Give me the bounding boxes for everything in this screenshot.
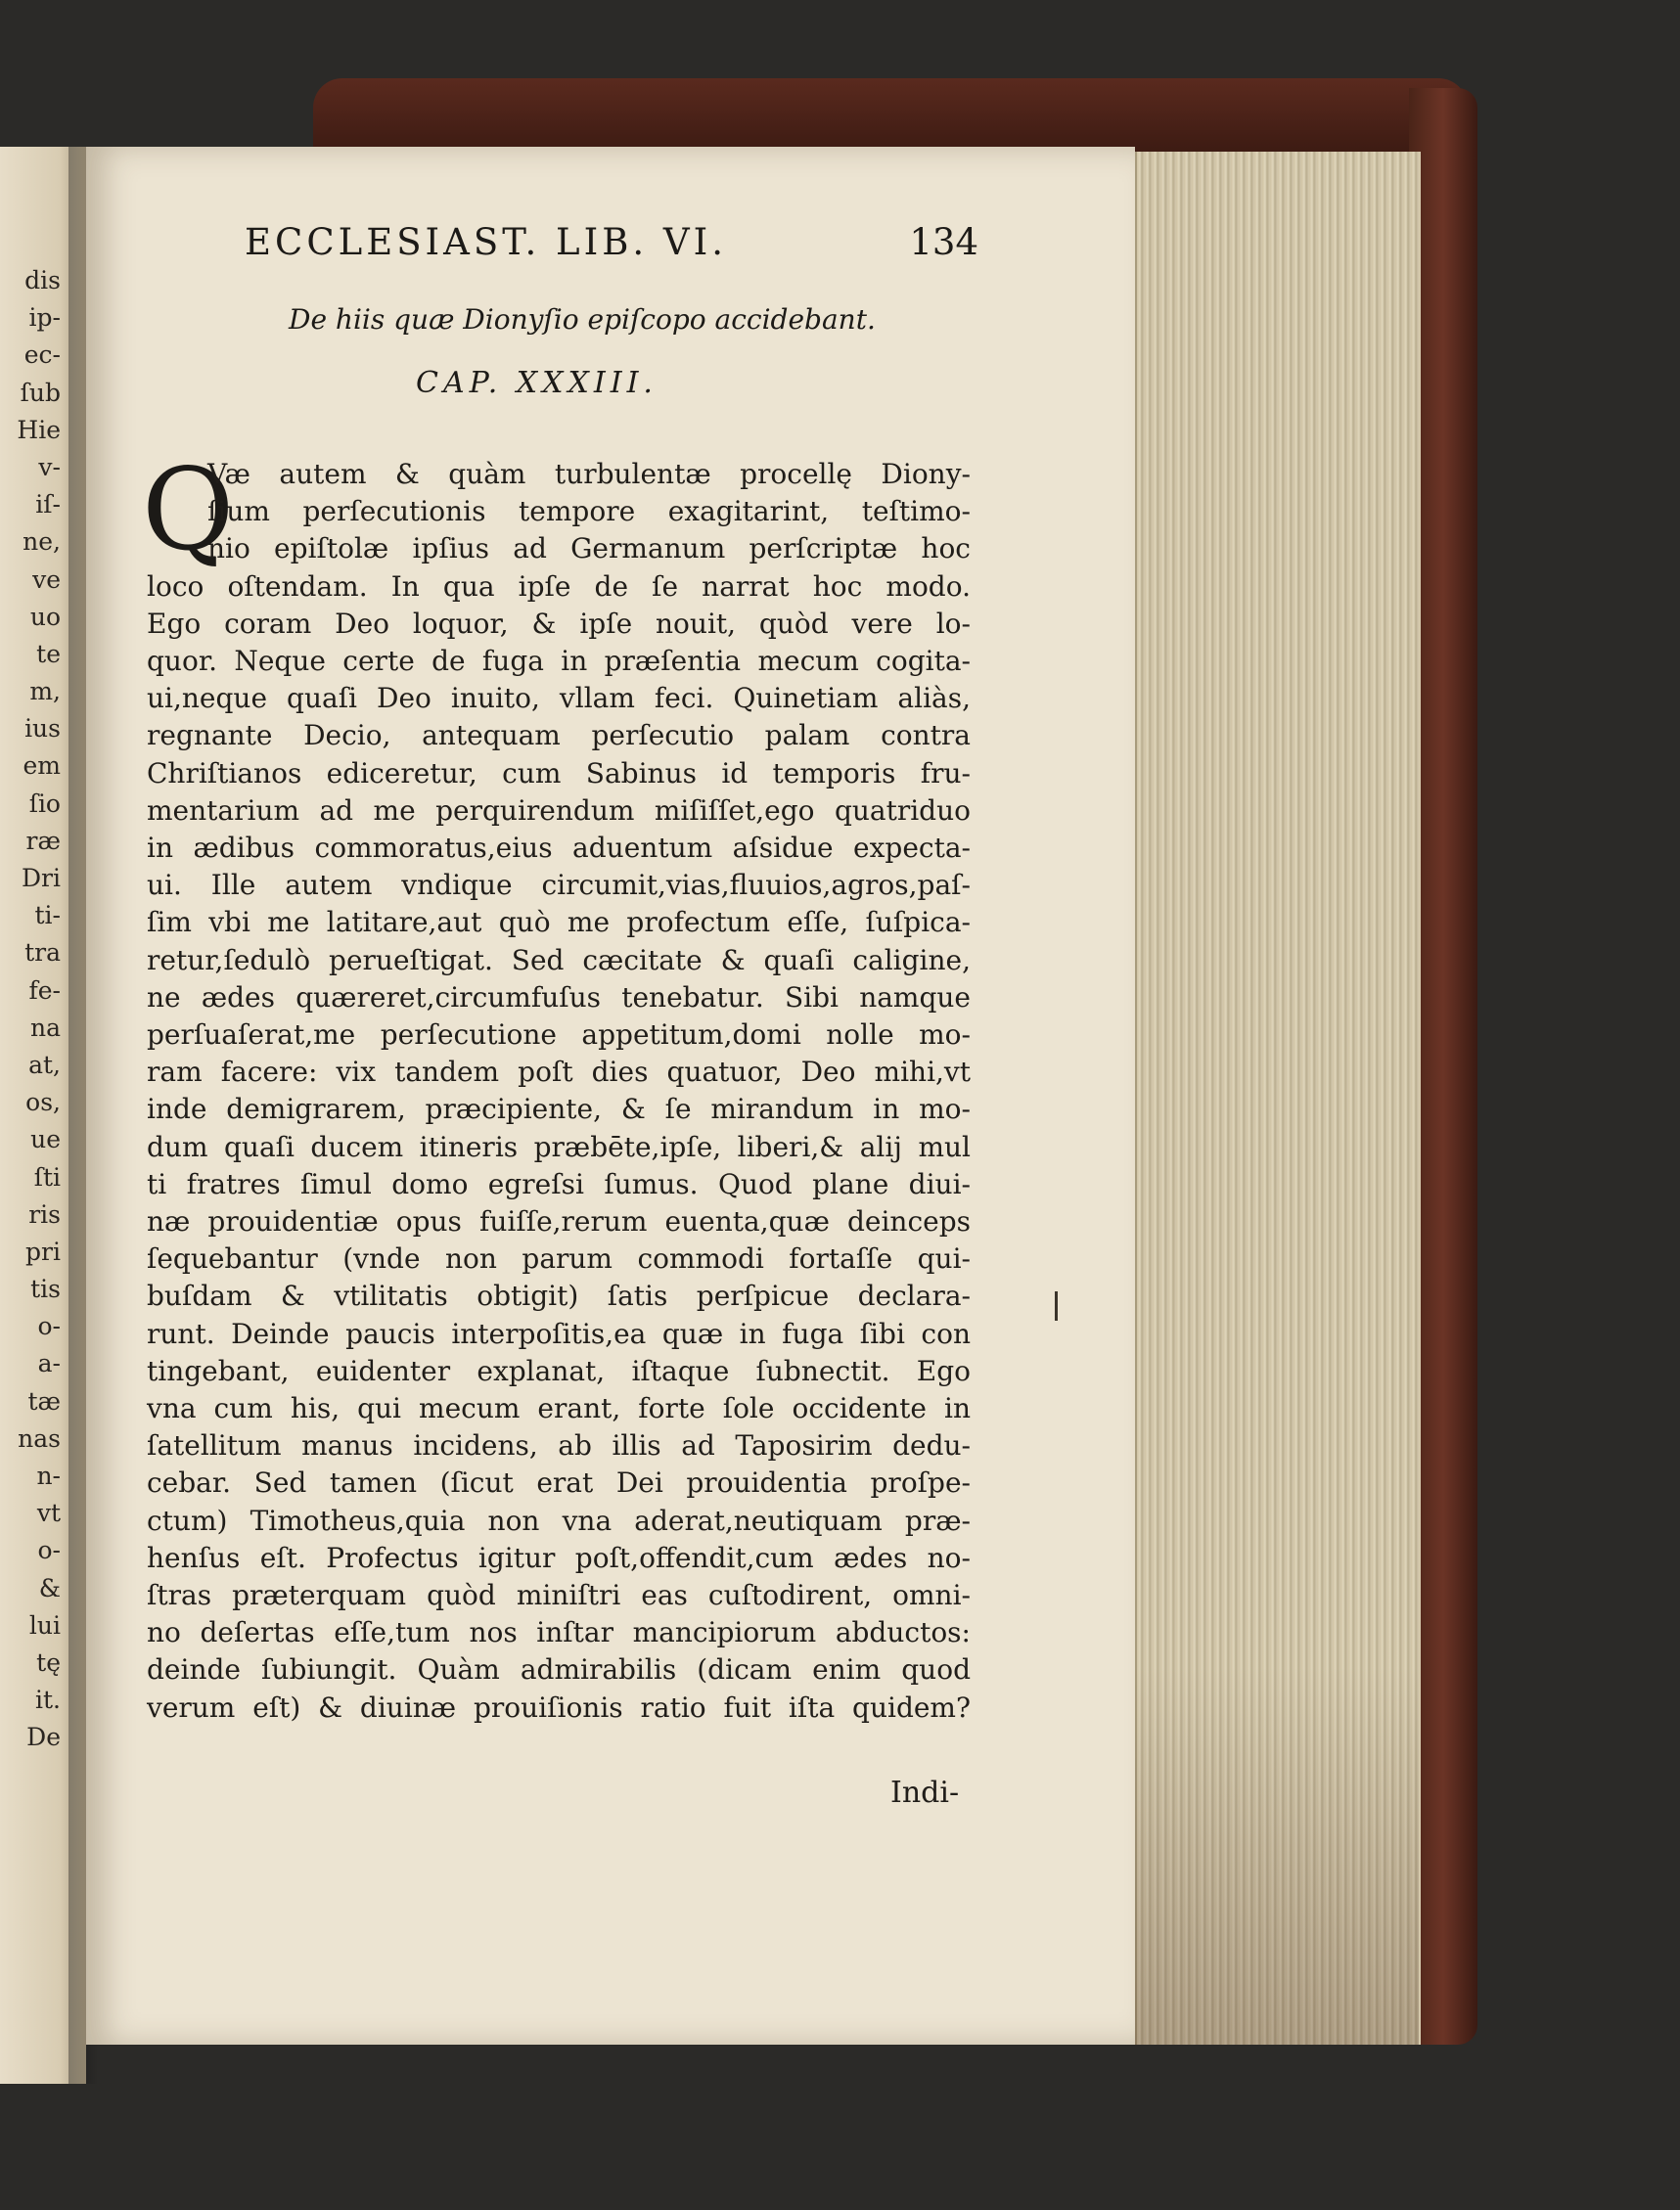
body-line: runt. Deinde paucis interpoſitis,ea quæ in fuga ſibi con <box>147 1317 971 1350</box>
left-page-fragment: fe- <box>28 975 61 1005</box>
body-line: ſequebantur (vnde non parum commodi fortaſſe qui- <box>147 1242 971 1276</box>
left-page-fragment: o- <box>37 1312 61 1341</box>
left-page-fragment: tra <box>24 938 61 968</box>
left-page-fragment: uo <box>29 602 61 631</box>
left-page-fragment: tis <box>30 1275 61 1304</box>
body-line: ui. Ille autem vndique circumit,vias,fluuios,agros,paſ- <box>147 869 971 902</box>
left-page-fragment: na <box>29 1013 61 1042</box>
left-page-fragment: Hie <box>17 415 61 444</box>
book-cover-top <box>313 78 1468 157</box>
running-header <box>245 221 978 263</box>
body-line: ne ædes quæreret,circumfuſus tenebatur. Sibi namque <box>147 980 971 1014</box>
body-line: loco oſtendam. In qua ipſe de ſe narrat hoc modo. <box>147 569 971 603</box>
left-page-fragment: ius <box>24 714 61 744</box>
folio-number: 134 <box>909 221 978 263</box>
body-line: verum eſt) & diuinæ prouiſionis ratio fuit iſta quidem? <box>147 1691 971 1724</box>
left-page-fragment: te <box>36 639 61 668</box>
left-page-fragment: ne, <box>23 527 61 557</box>
catchword: Indi- <box>890 1776 960 1810</box>
left-page-fragment: v- <box>38 452 61 481</box>
body-line: buſdam & vtilitatis obtigit) ſatis perſpicue declara- <box>147 1280 971 1313</box>
body-line: ctum) Timotheus,quia non vna aderat,neutiquam præ- <box>147 1504 971 1537</box>
drop-cap: Q <box>142 445 235 576</box>
left-page-fragment: vt <box>36 1499 61 1528</box>
left-page-fragment: it. <box>35 1686 61 1715</box>
left-page-fragment: ip- <box>28 303 61 333</box>
chapter-subtitle: De hiis quæ Dionyſio epiſcopo accidebant. <box>289 303 876 336</box>
body-line: Chriſtianos ediceretur, cum Sabinus id temporis fru- <box>147 756 971 789</box>
left-page-fragment: ſio <box>28 789 61 818</box>
left-page-fragment: ti- <box>34 901 61 930</box>
left-page-fragment: o- <box>37 1536 61 1565</box>
left-page-text-fragments <box>0 262 61 1757</box>
left-page-fragment: lui <box>28 1610 61 1640</box>
body-line: tingebant, euidenter explanat, iſtaque ſubnectit. Ego <box>147 1354 971 1387</box>
body-line: inde demigrarem, præcipiente, & ſe mirandum in mo- <box>147 1093 971 1126</box>
body-line: vna cum his, qui mecum erant, forte ſole occidente in <box>147 1392 971 1424</box>
fore-edge-shadow <box>1135 152 1419 2045</box>
left-page-fragment: & <box>38 1573 61 1602</box>
body-line: ti fratres ſimul domo egreſsi ſumus. Quod plane diui- <box>147 1167 971 1200</box>
body-line: nio epiſtolæ ipſius ad Germanum perſcriptæ hoc <box>207 532 971 565</box>
body-line: ſtras præterquam quòd miniſtri eas cuſtodirent, omni- <box>147 1579 971 1611</box>
body-line: in ædibus commoratus,eius aduentum aſsidue expecta- <box>147 832 971 864</box>
left-page-fragment: ſub <box>20 378 61 407</box>
body-line: dum quaſi ducem itineris præbēte,ipſe, liberi,& alij mul <box>147 1130 971 1163</box>
body-line: no deſertas eſſe,tum nos inſtar mancipiorum abductos: <box>147 1616 971 1649</box>
body-line: Væ autem & quàm turbulentæ procellę Diony- <box>207 458 971 490</box>
left-page-fragment: ue <box>30 1125 61 1154</box>
left-page-fragment: Dri <box>22 864 61 892</box>
left-page-fragment: dis <box>24 266 61 294</box>
left-page-fragment: nas <box>18 1423 61 1453</box>
body-line: mentarium ad me perquirendum miſiſſet,ego quatriduo <box>147 793 971 827</box>
body-line: henſus eſt. Profectus igitur poſt,offendit,cum ædes no- <box>147 1541 971 1574</box>
left-page-fragment: ris <box>28 1199 61 1229</box>
left-page-fragment: a- <box>37 1349 61 1378</box>
body-line: ui,neque quaſi Deo inuito, vllam feci. Quinetiam aliàs, <box>147 682 971 715</box>
left-page-fragment: ec- <box>23 340 61 370</box>
body-line: deinde ſubiungit. Quàm admirabilis (dicam enim quod <box>147 1653 971 1687</box>
body-line: Ego coram Deo loquor, & ipſe nouit, quòd vere lo- <box>147 607 971 640</box>
left-page-fragment: pri <box>25 1237 61 1266</box>
left-page-fragment: De <box>26 1723 61 1752</box>
left-page-fragment: tæ <box>27 1386 61 1416</box>
left-page-fragment: em <box>23 751 61 781</box>
running-title: ECCLESIAST. LIB. VI. <box>245 221 727 263</box>
body-line: quor. Neque certe de fuga in præſentia mecum cogita- <box>147 645 971 677</box>
left-page-fragment: ſti <box>33 1162 61 1192</box>
left-page-fragment: n- <box>36 1462 61 1490</box>
left-page-fragment: iſ- <box>35 490 61 519</box>
body-line: cebar. Sed tamen (ſicut erat Dei prouidentia proſpe- <box>147 1466 971 1500</box>
body-line: ſatellitum manus incidens, ab illis ad Taposirim dedu- <box>147 1429 971 1463</box>
body-line: ſium perſecutionis tempore exagitarint, teſtimo- <box>207 495 971 528</box>
body-line: regnante Decio, antequam perſecutio palam contra <box>147 719 971 752</box>
left-page-fragment: tę <box>36 1647 61 1677</box>
left-page-fragment: os, <box>25 1088 61 1117</box>
chapter-heading: CAP. XXXIII. <box>416 366 658 400</box>
body-line: perſuaſerat,me perſecutione appetitum,domi nolle mo- <box>147 1018 971 1051</box>
body-line: ſim vbi me latitare,aut quò me profectum eſſe, ſuſpica- <box>147 906 971 939</box>
left-page-fragment: m, <box>29 677 61 706</box>
left-page-fragment: at, <box>28 1050 61 1079</box>
body-line: næ prouidentiæ opus fuiſſe,rerum euenta,quæ deinceps <box>147 1205 971 1238</box>
body-line: ram facere: vix tandem poſt dies quatuor, Deo mihi,vt <box>147 1056 971 1089</box>
left-page-fragment: ræ <box>25 826 61 855</box>
margin-mark <box>1055 1291 1058 1321</box>
body-line: retur,ſedulò perueſtigat. Sed cæcitate & quaſi caligine, <box>147 943 971 976</box>
left-page-fragment: ve <box>32 564 61 594</box>
